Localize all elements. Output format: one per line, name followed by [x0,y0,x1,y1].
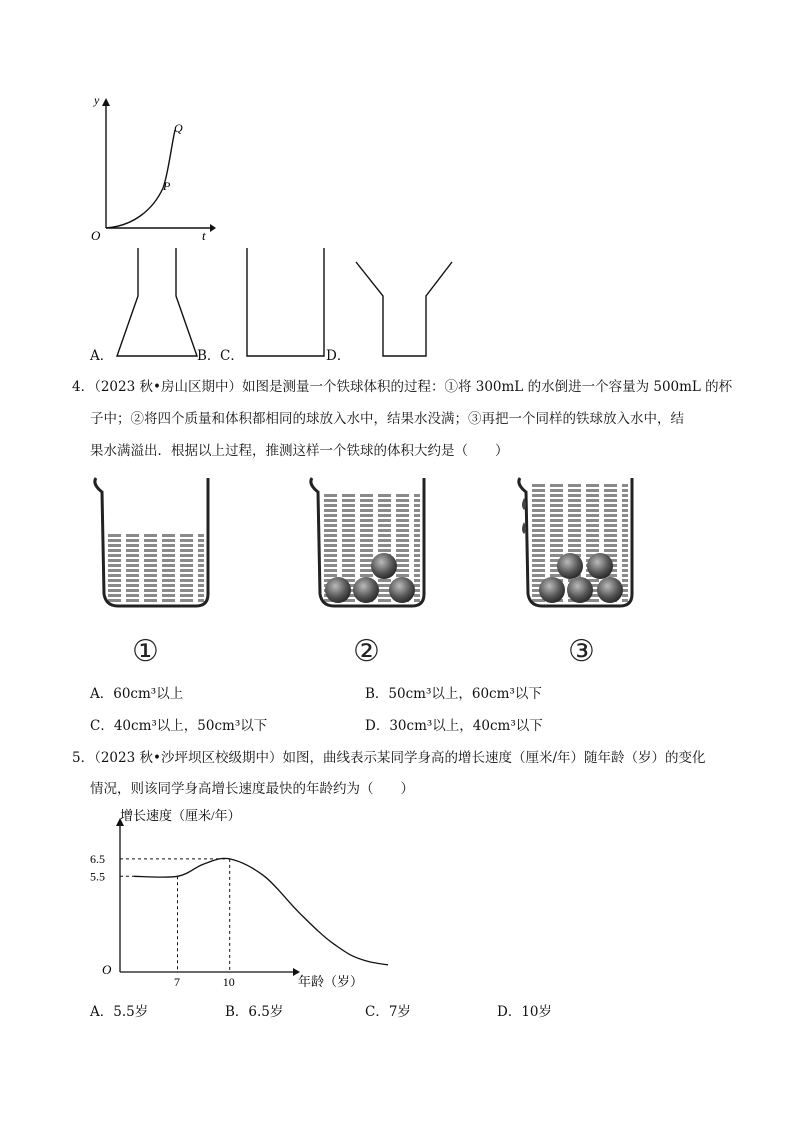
chart-x-label: 年龄（岁） [298,974,364,989]
chart-series-line [134,858,388,970]
q3-x-label: t [202,228,206,243]
label-circled-2: ② [353,634,380,669]
label-circled-1: ① [132,634,159,669]
ball [371,553,397,579]
y-tick-label: 6.5 [90,851,105,866]
x-tick-label: 10 [222,975,235,989]
x-tick-label: 7 [174,975,180,989]
q3-graph [88,90,218,245]
q4-option-b[interactable]: B．50cm³以上，60cm³以下 [365,686,542,702]
beaker-1-water [108,532,204,604]
q3-option-d[interactable]: D． [326,348,351,364]
q3-container-c [240,246,332,361]
q3-y-arrow [102,98,110,106]
q3-point-p: P [163,179,171,193]
ball [597,577,623,603]
growth-chart [88,802,388,997]
q3-point-q: Q [174,121,183,135]
q3-option-b[interactable]: B． [197,348,221,364]
q4-option-a[interactable]: A．60cm³以上 [90,686,184,702]
ball [567,577,593,603]
q4-option-d[interactable]: D．30cm³以上，40cm³以下 [365,718,543,734]
beaker-3 [514,474,639,614]
ball [587,553,613,579]
ball [325,577,351,603]
q3-container-a [110,246,205,361]
q3-container-d [348,258,458,360]
q3-option-a[interactable]: A． [90,348,114,364]
q3-y-label: y [94,93,100,107]
beaker-2 [306,474,431,614]
q4-text-line-3: 果水满溢出．根据以上过程，推测这样一个铁球的体积大约是（ ） [90,443,509,459]
q4-option-c[interactable]: C．40cm³以上，50cm³以下 [90,718,268,734]
q4-text-line-2: 子中；②将四个质量和体积都相同的球放入水中，结果水没满；③再把一个同样的铁球放入水中，结 [90,411,684,427]
q5-text-line-1: 5．（2023 秋•沙坪坝区校级期中）如图，曲线表示某同学身高的增长速度（厘米/年）随年龄（岁）的变化 [72,750,706,766]
q5-text-line-2: 情况，则该同学身高增长速度最快的年龄约为（ ） [90,781,414,797]
y-tick-label: 5.5 [90,869,105,884]
ball [389,577,415,603]
ball [353,577,379,603]
beaker-1 [90,474,215,614]
q5-option-d[interactable]: D．10岁 [497,1004,553,1020]
q3-x-arrow [210,224,216,232]
q5-option-b[interactable]: B．6.5岁 [225,1004,284,1020]
q5-option-a[interactable]: A．5.5岁 [90,1004,149,1020]
ball [557,553,583,579]
chart-origin: O [102,962,112,977]
q4-text-line-1: 4．（2023 秋•房山区期中）如图是测量一个铁球体积的过程：①将 300mL 的水倒进一个容量为 500mL 的杯 [72,379,733,395]
q3-origin: O [91,228,101,243]
q5-option-c[interactable]: C．7岁 [365,1004,411,1020]
label-circled-3: ③ [568,634,595,669]
chart-y-label: 增长速度（厘米/年） [120,808,241,823]
q3-option-c[interactable]: C． [220,348,244,364]
ball [539,577,565,603]
